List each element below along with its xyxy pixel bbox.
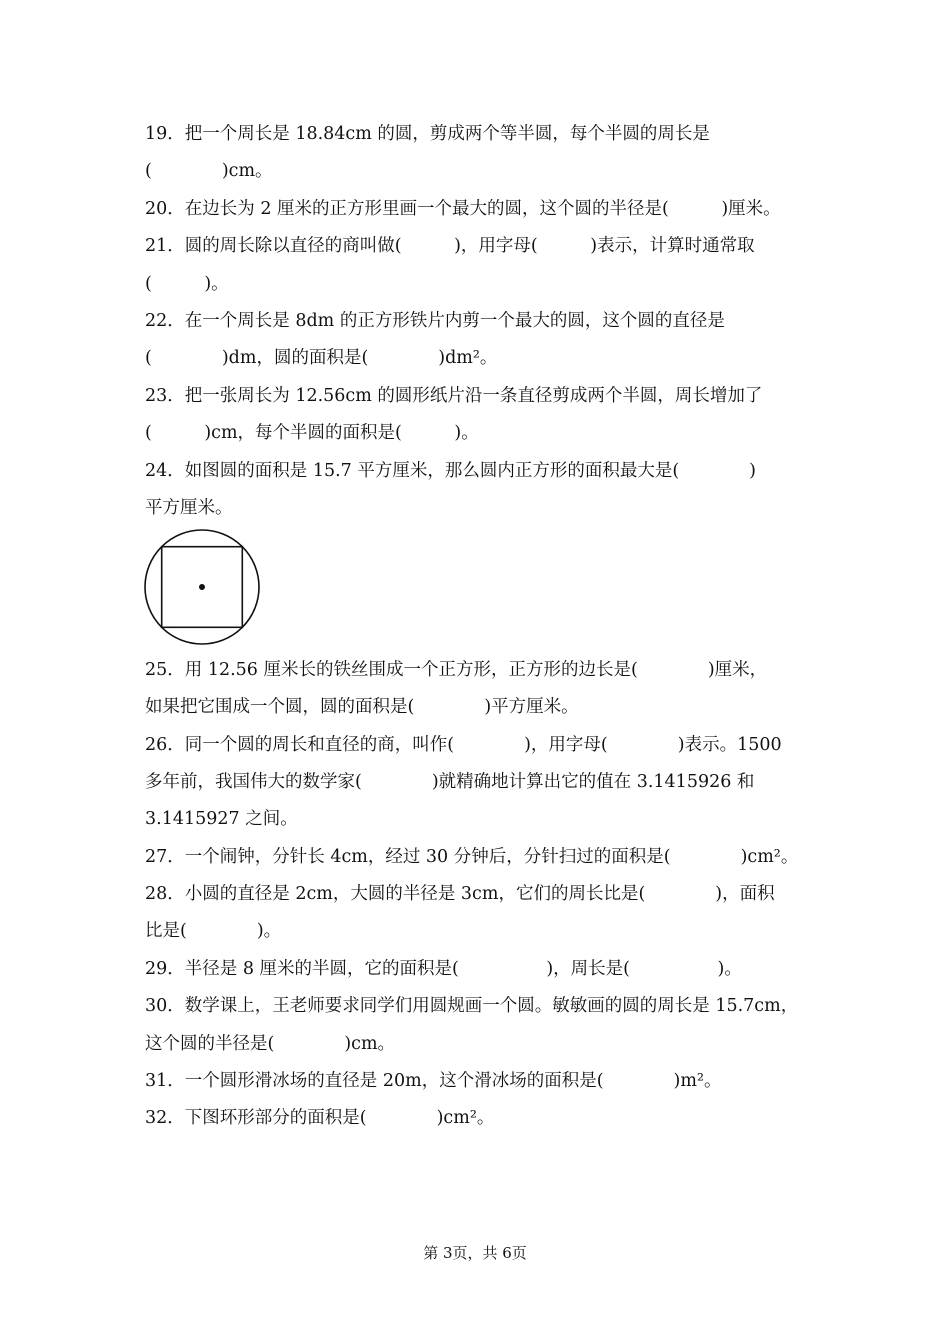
- question-23-line-2: ( )cm，每个半圆的面积是( )。: [145, 423, 479, 443]
- question-19-line-1: 19．把一个周长是 18.84cm 的圆，剪成两个等半圆，每个半圆的周长是: [145, 124, 710, 144]
- question-25-line-2: 如果把它围成一个圆，圆的面积是( )平方厘米。: [145, 697, 579, 717]
- question-24-line-1: 24．如图圆的面积是 15.7 平方厘米，那么圆内正方形的面积最大是( ): [145, 461, 757, 481]
- question-26-line-3: 3.1415927 之间。: [145, 809, 298, 829]
- question-26-line-2: 多年前，我国伟大的数学家( )就精确地计算出它的值在 3.1415926 和: [145, 772, 755, 792]
- question-28-line-2: 比是( )。: [145, 921, 282, 941]
- question-22-line-2: ( )dm，圆的面积是( )dm²。: [145, 348, 498, 368]
- question-20-line-1: 20．在边长为 2 厘米的正方形里画一个最大的圆，这个圆的半径是( )厘米。: [145, 199, 781, 219]
- question-31-line-1: 31．一个圆形滑冰场的直径是 20m，这个滑冰场的面积是( )m²。: [145, 1071, 722, 1091]
- question-23-line-1: 23．把一张周长为 12.56cm 的圆形纸片沿一条直径剪成两个半圆，周长增加了: [145, 386, 763, 406]
- question-29-line-1: 29．半径是 8 厘米的半圆，它的面积是( )，周长是( )。: [145, 959, 742, 979]
- question-24-line-2: 平方厘米。: [145, 498, 233, 518]
- page-footer: 第 3页，共 6页: [423, 1244, 527, 1262]
- question-32-line-1: 32．下图环形部分的面积是( )cm²。: [145, 1108, 495, 1128]
- question-27-line-1: 27．一个闹钟，分针长 4cm，经过 30 分钟后，分针扫过的面积是( )cm²。: [145, 847, 799, 867]
- question-28-line-1: 28．小圆的直径是 2cm，大圆的半径是 3cm，它们的周长比是( )，面积: [145, 884, 775, 904]
- question-22-line-1: 22．在一个周长是 8dm 的正方形铁片内剪一个最大的圆，这个圆的直径是: [145, 311, 725, 331]
- circle-with-inscribed-square-figure: [143, 528, 263, 653]
- center-dot: [199, 584, 205, 590]
- question-25-line-1: 25．用 12.56 厘米长的铁丝围成一个正方形，正方形的边长是( )厘米，: [145, 660, 768, 680]
- question-21-line-1: 21．圆的周长除以直径的商叫做( )，用字母( )表示，计算时通常取: [145, 236, 755, 256]
- question-30-line-2: 这个圆的半径是( )cm。: [145, 1034, 396, 1054]
- question-21-line-2: ( )。: [145, 274, 229, 294]
- question-26-line-1: 26．同一个圆的周长和直径的商，叫作( )，用字母( )表示。1500: [145, 735, 782, 755]
- question-19-line-2: ( )cm。: [145, 161, 273, 181]
- question-30-line-1: 30．数学课上，王老师要求同学们用圆规画一个圆。敏敏画的圆的周长是 15.7cm，: [145, 996, 799, 1016]
